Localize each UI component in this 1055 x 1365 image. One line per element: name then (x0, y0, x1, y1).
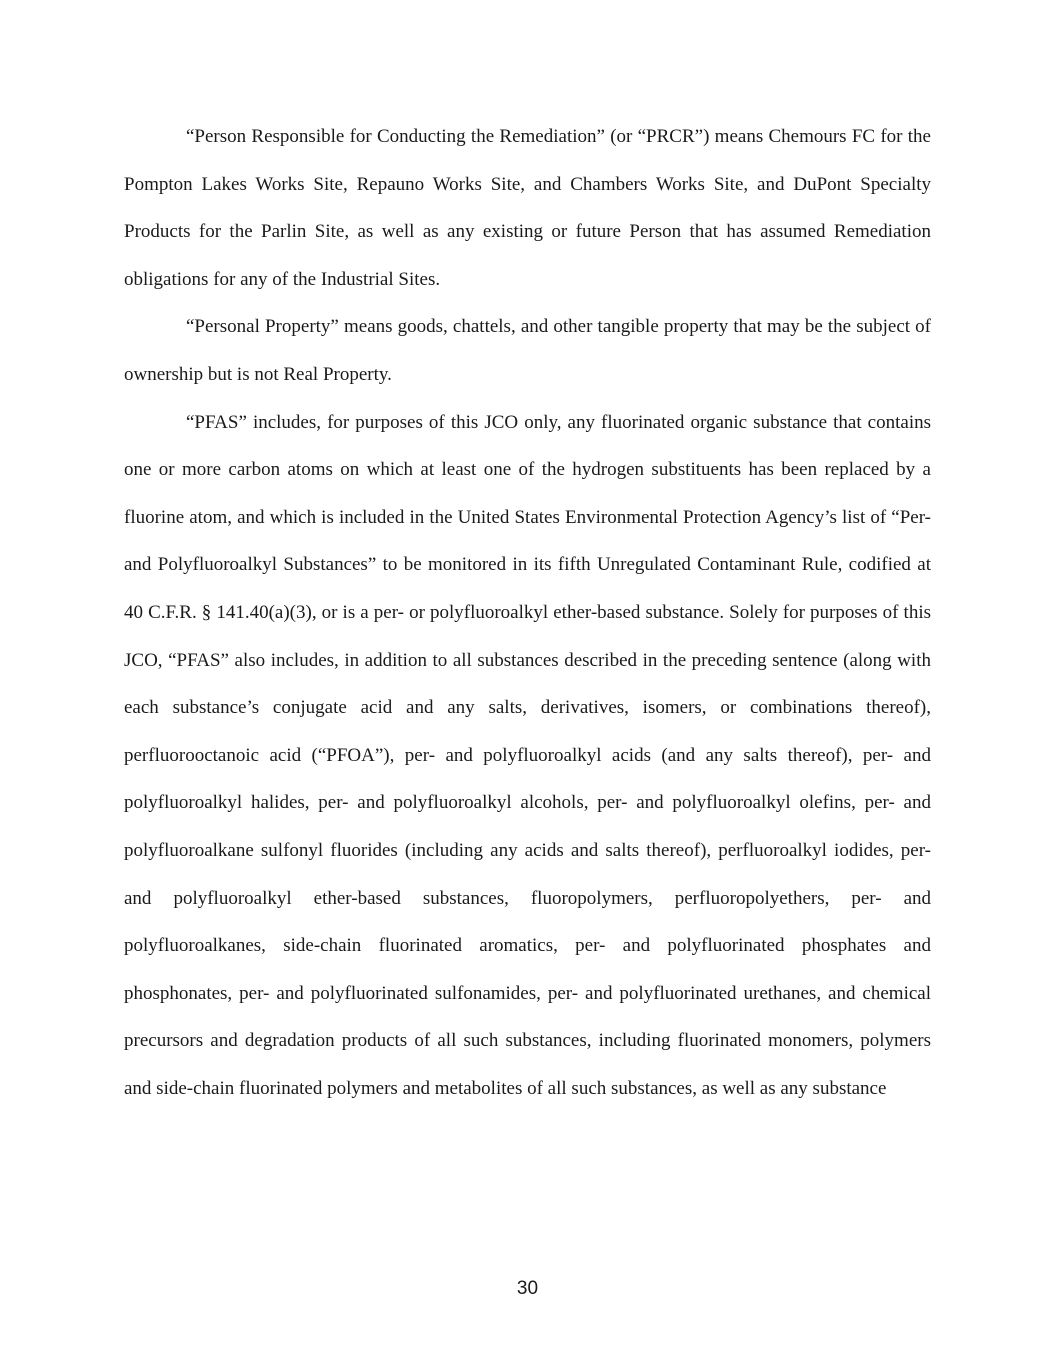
definition-pfas-paragraph: “PFAS” includes, for purposes of this JCO only, any fluorinated organic substance that contains one or more carbon atoms on which at least one of the hydrogen substituents has been replaced by a fluorine atom, and which is included in the United States Environmental Protection Agency’s list of “Per- and Polyfluoroalkyl Substances” to be monitored in its fifth Unregulated Contaminant Rule, codified at 40 C.F.R. § 141.40(a)(3), or is a per- or polyfluoroalkyl ether-based substance. Solely for purposes of this JCO, “PFAS” also includes, in addition to all substances described in the preceding sentence (along with each substance’s conjugate acid and any salts, derivatives, isomers, or combinations thereof), perfluorooctanoic acid (“PFOA”), per- and polyfluoroalkyl acids (and any salts thereof), per- and polyfluoroalkyl halides, per- and polyfluoroalkyl alcohols, per- and polyfluoroalkyl olefins, per- and polyfluoroalkane sulfonyl fluorides (including any acids and salts thereof), perfluoroalkyl iodides, per- and polyfluoroalkyl ether-based substances, fluoropolymers, perfluoropolyethers, per- and polyfluoroalkanes, side-chain fluorinated aromatics, per- and polyfluorinated phosphates and phosphonates, per- and polyfluorinated sulfonamides, per- and polyfluorinated urethanes, and chemical precursors and degradation products of all such substances, including fluorinated monomers, polymers and side-chain fluorinated polymers and metabolites of all such substances, as well as any substance (124, 411, 931, 1099)
page-number: 30 (516, 1278, 539, 1299)
document-body (124, 113, 931, 1112)
definition-prcr-paragraph: “Person Responsible for Conducting the Remediation” (or “PRCR”) means Chemours FC for the Pompton Lakes Works Site, Repauno Works Site, and Chambers Works Site, and DuPont Specialty Products for the Parlin Site, as well as any existing or future Person that has assumed Remediation obligations for any of the Industrial Sites. (124, 126, 931, 290)
definition-personal-property-paragraph: “Personal Property” means goods, chattels, and other tangible property that may be the subject of ownership but is not Real Property. (124, 316, 931, 385)
